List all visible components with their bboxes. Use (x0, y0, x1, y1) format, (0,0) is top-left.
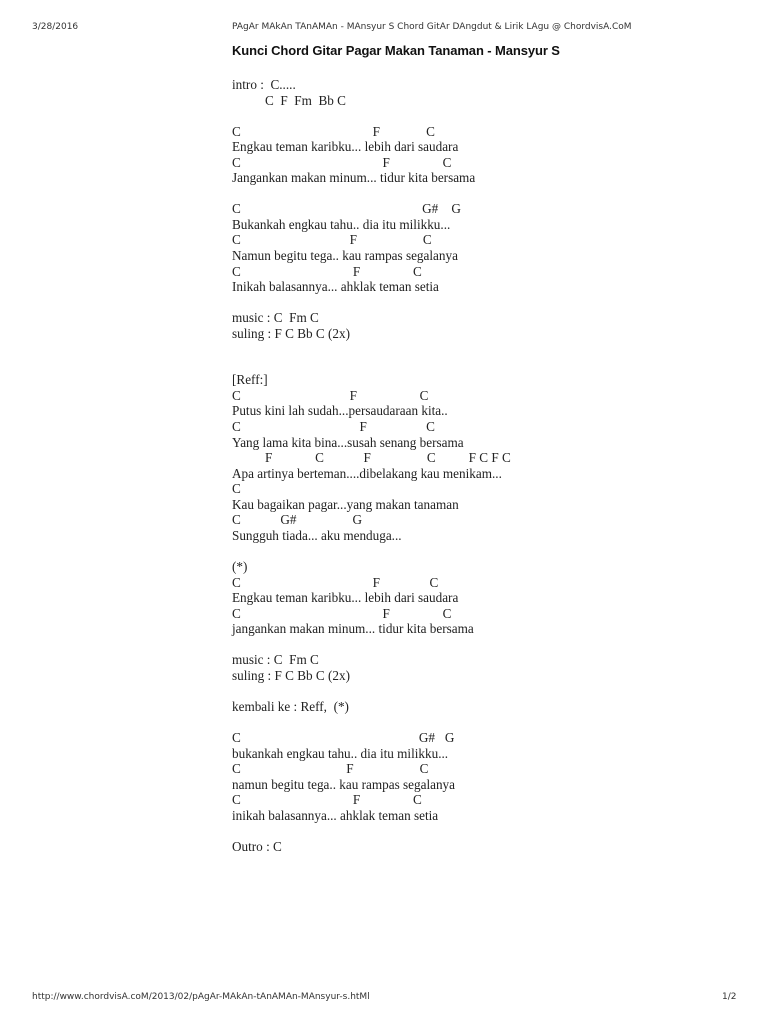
text-line: music : C Fm C (232, 310, 319, 326)
blank-line (232, 543, 511, 559)
chord-line: C G# G (232, 729, 455, 745)
chord-line: C F C (232, 792, 422, 808)
page-title: Kunci Chord Gitar Pagar Makan Tanaman - Mansyur S (232, 43, 560, 58)
text-line: Outro : C (232, 838, 282, 854)
chord-line: C F C (232, 123, 435, 139)
blank-line (232, 186, 511, 202)
text-line: [Reff:] (232, 372, 268, 388)
text-line: intro : C..... (232, 77, 296, 92)
blank-line (232, 637, 511, 653)
text-line: kembali ke : Reff, (*) (232, 698, 349, 714)
chord-line: C F C (232, 387, 429, 403)
lyric-line: jangankan makan minum... tidur kita bersama (232, 621, 474, 637)
chord-line: C F C (232, 154, 452, 170)
chord-line: C F C (232, 232, 432, 248)
lyric-line: Namun begitu tega.. kau rampas segalanya (232, 248, 458, 264)
chord-line: C F C (232, 761, 429, 777)
chord-line: C F C (232, 263, 422, 279)
lyric-line: Inikah balasannya... ahklak teman setia (232, 279, 439, 295)
chord-line: C F C (232, 419, 435, 435)
header-date: 3/28/2016 (32, 22, 79, 32)
lyric-line: Apa artinya berteman....dibelakang kau menikam... (232, 465, 502, 481)
lyric-line: Sungguh tiada... aku menduga... (232, 527, 402, 543)
lyric-line: Yang lama kita bina...susah senang bersama (232, 434, 464, 450)
lyric-line: Engkau teman karibku... lebih dari saudara (232, 590, 459, 606)
chord-line: C G# G (232, 512, 363, 528)
chord-sheet (232, 77, 511, 854)
footer-url[interactable]: http://www.chordvisA.coM/2013/02/pAgAr-MAkAn-tAnAMAn-MAnsyur-s.htMl (32, 992, 370, 1002)
lyric-line: Kau bagaikan pagar...yang makan tanaman (232, 496, 459, 512)
header-document-title: PAgAr MAkAn TAnAMAn - MAnsyur S Chord GitAr DAngdut & Lirik LAgu @ ChordvisA.CoM (232, 22, 632, 32)
blank-line (232, 341, 511, 357)
chord-line: C F C (232, 605, 452, 621)
lyric-line: inikah balasannya... ahklak teman setia (232, 807, 439, 823)
lyric-line: Bukankah engkau tahu.. dia itu milikku... (232, 216, 451, 232)
chord-line: C G# G (232, 201, 461, 217)
blank-line (232, 823, 511, 839)
footer-page-number: 1/2 (722, 992, 737, 1002)
chord-line: F C F C F C F C (232, 450, 511, 466)
blank-line (232, 295, 511, 311)
chord-line: C F C (232, 574, 439, 590)
lyric-line: Engkau teman karibku... lebih dari saudara (232, 139, 459, 155)
text-line: suling : F C Bb C (2x) (232, 667, 350, 683)
text-line: music : C Fm C (232, 652, 319, 668)
lyric-line: Putus kini lah sudah...persaudaraan kita.. (232, 403, 448, 419)
blank-line (232, 683, 511, 699)
lyric-line: Jangankan makan minum... tidur kita bersama (232, 170, 476, 186)
lyric-line: namun begitu tega.. kau rampas segalanya (232, 776, 456, 792)
chord-line: C F Fm Bb C (232, 92, 346, 108)
text-line: suling : F C Bb C (2x) (232, 325, 350, 341)
blank-line (232, 714, 511, 730)
lyric-line: bukankah engkau tahu.. dia itu milikku... (232, 745, 449, 761)
blank-line (232, 108, 511, 124)
chord-line: C (232, 481, 241, 497)
blank-line (232, 357, 511, 373)
text-line: (*) (232, 558, 248, 574)
